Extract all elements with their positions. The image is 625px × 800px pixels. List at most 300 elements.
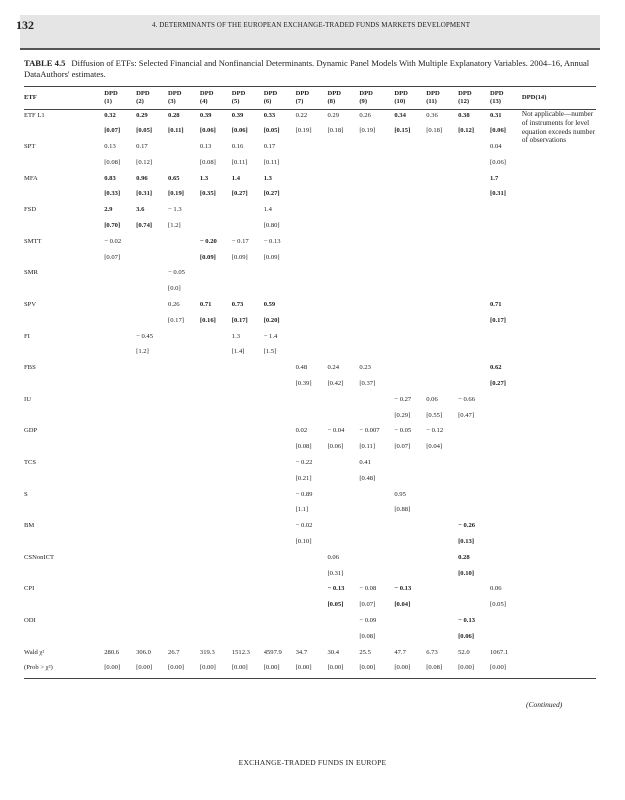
table-cell: [0.27] [490,380,506,388]
table-cell [394,188,426,204]
table-cell [394,220,426,236]
table-row [24,457,596,473]
col-header-number: (4) [199,98,208,105]
table-cell: 0.02 [295,427,308,435]
table-cell [264,283,296,299]
table-cell [168,157,200,173]
table-cell [327,267,359,283]
table-cell [490,473,522,489]
table-cell [136,236,168,252]
table-cell [327,615,359,631]
table-cell [136,631,168,647]
page-footer: EXCHANGE-TRADED FUNDS IN EUROPE [238,758,387,767]
table-row [24,125,596,141]
table-cell: − 0.02 [295,522,313,530]
table-cell [426,378,458,394]
table-cell: [0.70] [104,222,121,230]
table-cell [232,631,264,647]
table-row [24,299,596,315]
table-cell [359,220,394,236]
table-cell [264,362,296,378]
table-cell: 1067.1 [490,648,509,656]
table-cell [327,252,359,268]
col-header-dpd-4 [200,87,232,110]
table-cell [232,378,264,394]
table-cell: 1.7 [490,174,499,182]
table-cell-empty [522,536,596,552]
table-cell [458,425,490,441]
table-cell: [0.00] [168,664,184,672]
table-cell-empty [522,568,596,584]
col-header-top: DPD [490,90,504,97]
table-cell [490,204,522,220]
col-header-number: (6) [263,98,272,105]
col-header-dpd-1 [104,87,136,110]
dpd14-note: Not applicable—number of instruments for level equation exceeds number of observations [521,110,595,145]
table-cell-empty [522,378,596,394]
table-cell [296,315,328,331]
table-cell [168,615,200,631]
table-cell [458,473,490,489]
table-row [24,283,596,299]
table-cell [359,520,394,536]
table-cell [296,599,328,615]
table-row [24,489,596,505]
table-cell [104,441,136,457]
table-cell [327,331,359,347]
table-cell [458,378,490,394]
table-cell [458,188,490,204]
table-cell [426,520,458,536]
table-cell-empty [522,204,596,220]
table-cell: [0.0] [168,285,181,293]
col-header-number: (12) [458,98,470,105]
table-cell [264,489,296,505]
table-cell [490,536,522,552]
table-cell: 0.36 [426,112,438,119]
table-cell: − 0.05 [168,269,185,277]
table-cell: [0.35] [199,190,216,198]
table-cell [394,236,426,252]
table-cell [232,599,264,615]
table-cell: 0.22 [295,112,308,119]
table-cell [490,394,522,410]
table-cell: [0.06] [199,127,216,135]
table-cell: 0.23 [359,364,371,372]
table-cell [296,346,328,362]
table-cell-empty [522,331,596,347]
table-cell [232,489,264,505]
results-table [24,86,596,679]
table-cell [426,346,458,362]
table-row [24,315,596,331]
table-cell: − 0.12 [426,427,444,435]
table-cell [327,188,359,204]
table-cell: [0.12] [458,127,475,135]
table-cell: 52.0 [458,648,470,656]
table-cell [490,331,522,347]
table-cell [136,267,168,283]
table-cell [104,331,136,347]
table-cell [458,489,490,505]
table-cell-empty [522,662,596,678]
table-cell: 25.5 [359,648,371,656]
table-cell: [0.09] [199,253,216,261]
table-cell [232,441,264,457]
table-row [24,647,596,663]
table-cell [232,410,264,426]
table-row [24,346,596,362]
table-cell [136,473,168,489]
col-header-top: DPD [263,90,278,97]
table-row [24,520,596,536]
table-cell [104,489,136,505]
table-cell [168,536,200,552]
table-cell [490,236,522,252]
table-cell [200,599,232,615]
col-header-dpd-8 [327,87,359,110]
col-header-number: (10) [394,98,406,105]
table-cell [264,520,296,536]
table-cell [394,267,426,283]
table-cell [136,552,168,568]
row-label: SMR [24,269,38,277]
table-cell: 280.6 [104,648,120,656]
table-cell [264,473,296,489]
table-cell: [0.00] [458,664,475,672]
table-cell [426,489,458,505]
table-cell: [0.17] [490,316,506,324]
table-cell: [0.20] [263,316,280,324]
table-cell [327,220,359,236]
table-cell [232,583,264,599]
table-cell: 1.4 [263,206,272,214]
table-cell: 1.3 [199,174,209,182]
table-cell [200,362,232,378]
table-cell [426,315,458,331]
table-cell [264,441,296,457]
col-header-number: (7) [295,98,304,105]
table-row [24,362,596,378]
table-cell [359,552,394,568]
col-header-top: DPD [426,90,440,97]
table-cell: 0.71 [490,301,502,309]
table-cell [104,378,136,394]
table-cell-empty [522,473,596,489]
table-cell [232,204,264,220]
row-label: S [24,490,28,498]
col-header-dpd-3 [168,87,200,110]
table-cell: [0.11] [263,158,280,166]
table-cell [359,331,394,347]
table-row [24,441,596,457]
table-cell: 0.96 [136,174,148,182]
running-head: 4. DETERMINANTS OF THE EUROPEAN EXCHANGE-TRADED FUNDS MARKETS DEVELOPMENT [152,21,471,29]
table-row [24,220,596,236]
table-cell: [0.33] [104,190,121,198]
table-cell [458,315,490,331]
table-cell [104,520,136,536]
col-header-etf: ETF [24,87,104,110]
col-header-number: (1) [104,98,112,105]
table-cell [359,267,394,283]
table-cell [426,236,458,252]
table-cell [136,378,168,394]
table-cell-empty [522,173,596,189]
table-cell: [0.06] [231,127,248,135]
table-cell: [0.06] [327,443,344,451]
table-cell [168,410,200,426]
table-cell [264,394,296,410]
table-cell [394,204,426,220]
table-cell: 0.39 [199,112,212,119]
table-cell [458,504,490,520]
table-cell [232,473,264,489]
table-cell: [0.47] [458,411,475,419]
table-cell [359,315,394,331]
table-cell [458,220,490,236]
table-row [24,157,596,173]
table-cell [136,615,168,631]
table-cell [136,362,168,378]
table-cell [168,346,200,362]
table-cell [490,631,522,647]
table-cell [359,489,394,505]
table-row [24,599,596,615]
table-cell [458,362,490,378]
table-cell [168,520,200,536]
table-cell [104,552,136,568]
table-cell [327,299,359,315]
table-cell [458,157,490,173]
table-cell [200,410,232,426]
table-cell: [0.37] [359,380,376,388]
table-cell: [0.80] [263,222,280,230]
table-cell [168,362,200,378]
table-row [24,141,596,157]
table-cell [359,157,394,173]
col-header-number: (5) [231,98,240,105]
table-cell [104,504,136,520]
table-cell: [0.07] [104,253,121,261]
row-label: SPT [24,143,36,151]
row-label: FSD [24,206,37,214]
table-cell [168,394,200,410]
row-label: MFA [24,174,38,182]
table-cell: − 1.4 [263,332,278,340]
table-cell [327,473,359,489]
table-cell: [0.08] [295,443,312,451]
table-cell [200,583,232,599]
row-label: ODI [24,617,36,624]
table-cell-empty [522,647,596,663]
row-label [24,125,104,141]
table-cell [327,631,359,647]
table-cell: [0.00] [104,664,121,672]
table-cell: 0.71 [199,301,212,309]
table-cell [359,299,394,315]
table-cell [104,536,136,552]
table-cell [296,173,328,189]
table-cell [394,141,426,157]
table-cell [232,283,264,299]
table-caption-label: TABLE 4.5 [24,58,66,68]
table-cell: − 0.08 [359,585,377,593]
table-cell [200,378,232,394]
table-cell [327,520,359,536]
col-header-dpd-9 [359,87,394,110]
col-header-top: DPD [136,90,150,97]
table-cell [426,615,458,631]
table-cell: [0.27] [231,190,248,198]
table-cell: [0.39] [295,380,312,388]
table-row [24,378,596,394]
table-cell: − 0.45 [136,332,154,340]
table-cell: 0.04 [490,143,502,151]
table-cell: 0.41 [359,459,371,467]
table-cell [296,204,328,220]
table-cell: [0.48] [359,474,376,482]
page-number: 132 [16,18,34,32]
table-cell: − 0.13 [458,617,476,624]
table-cell [327,410,359,426]
table-row [24,615,596,631]
table-cell: 0.24 [327,364,340,372]
row-label [24,410,104,426]
col-header-dpd-13 [490,87,522,110]
table-cell [327,236,359,252]
table-cell: − 0.13 [394,585,412,593]
table-cell [327,489,359,505]
table-cell: 0.26 [168,301,180,309]
row-label [24,315,104,331]
table-cell [104,615,136,631]
table-cell-empty [522,362,596,378]
table-cell [490,457,522,473]
table-cell [359,504,394,520]
table-cell [394,473,426,489]
table-cell [426,631,458,647]
table-cell [359,252,394,268]
table-cell: 0.26 [359,112,371,119]
row-label: CPI [24,585,35,593]
table-cell-empty [522,441,596,457]
table-cell [394,378,426,394]
table-cell: − 0.17 [231,237,249,245]
table-cell-empty [522,188,596,204]
col-header-top: DPD [327,90,342,97]
table-cell [296,252,328,268]
table-cell [296,188,328,204]
table-cell [394,362,426,378]
table-cell [458,252,490,268]
table-row [24,631,596,647]
table-cell: [0.06] [490,127,506,135]
table-cell: − 0.04 [327,427,345,435]
table-cell: [0.06] [458,632,475,640]
table-cell [426,552,458,568]
table-cell: [1.4] [231,348,245,356]
table-cell: − 0.13 [327,585,345,593]
col-header-dpd-5 [232,87,264,110]
table-cell [458,441,490,457]
table-cell: [1.2] [136,348,149,356]
table-cell [200,536,232,552]
table-cell [296,568,328,584]
table-cell [394,568,426,584]
table-cell: [1.2] [168,222,181,230]
table-cell [200,331,232,347]
table-row [24,252,596,268]
table-cell [168,252,200,268]
table-cell: 0.17 [263,143,276,151]
table-cell [359,188,394,204]
table-cell: 0.59 [263,301,276,309]
table-row [24,236,596,252]
table-row [24,568,596,584]
table-header [24,87,596,110]
table-cell [458,204,490,220]
table-cell [327,315,359,331]
table-cell [104,394,136,410]
table-cell: − 1.3 [168,206,182,214]
table-cell-empty [522,489,596,505]
table-cell [327,283,359,299]
table-cell [394,315,426,331]
table-cell [426,568,458,584]
table-cell: [0.08] [104,158,121,166]
table-cell: 0.32 [104,112,116,119]
table-cell [426,504,458,520]
table-cell-empty [522,346,596,362]
table-cell [136,252,168,268]
table-cell [296,394,328,410]
table-cell: [0.55] [426,411,443,419]
table-cell [136,457,168,473]
table-cell-empty [522,583,596,599]
table-cell [264,536,296,552]
table-cell: 0.29 [327,112,340,119]
table-cell [232,568,264,584]
table-cell [104,425,136,441]
table-cell: [0.08] [199,158,216,166]
row-label: SMTT [24,237,42,245]
table-cell [296,552,328,568]
table-cell: 0.48 [295,364,308,372]
table-cell [359,236,394,252]
table-cell [458,173,490,189]
col-header-dpd-2 [136,87,168,110]
table-cell: 1512.3 [231,648,250,656]
table-cell-empty [522,520,596,536]
table-cell: − 0.02 [104,237,122,245]
table-cell: [0.10] [295,538,312,546]
table-cell: 0.13 [199,143,212,151]
table-row [24,267,596,283]
table-cell [426,204,458,220]
table-cell [296,283,328,299]
table-cell [394,615,426,631]
table-cell [296,615,328,631]
table-cell [359,568,394,584]
table-cell [394,631,426,647]
table-cell [104,315,136,331]
table-cell [264,599,296,615]
table-cell-empty [522,457,596,473]
table-cell [458,583,490,599]
table-cell: 0.06 [490,585,502,593]
table-cell [394,299,426,315]
